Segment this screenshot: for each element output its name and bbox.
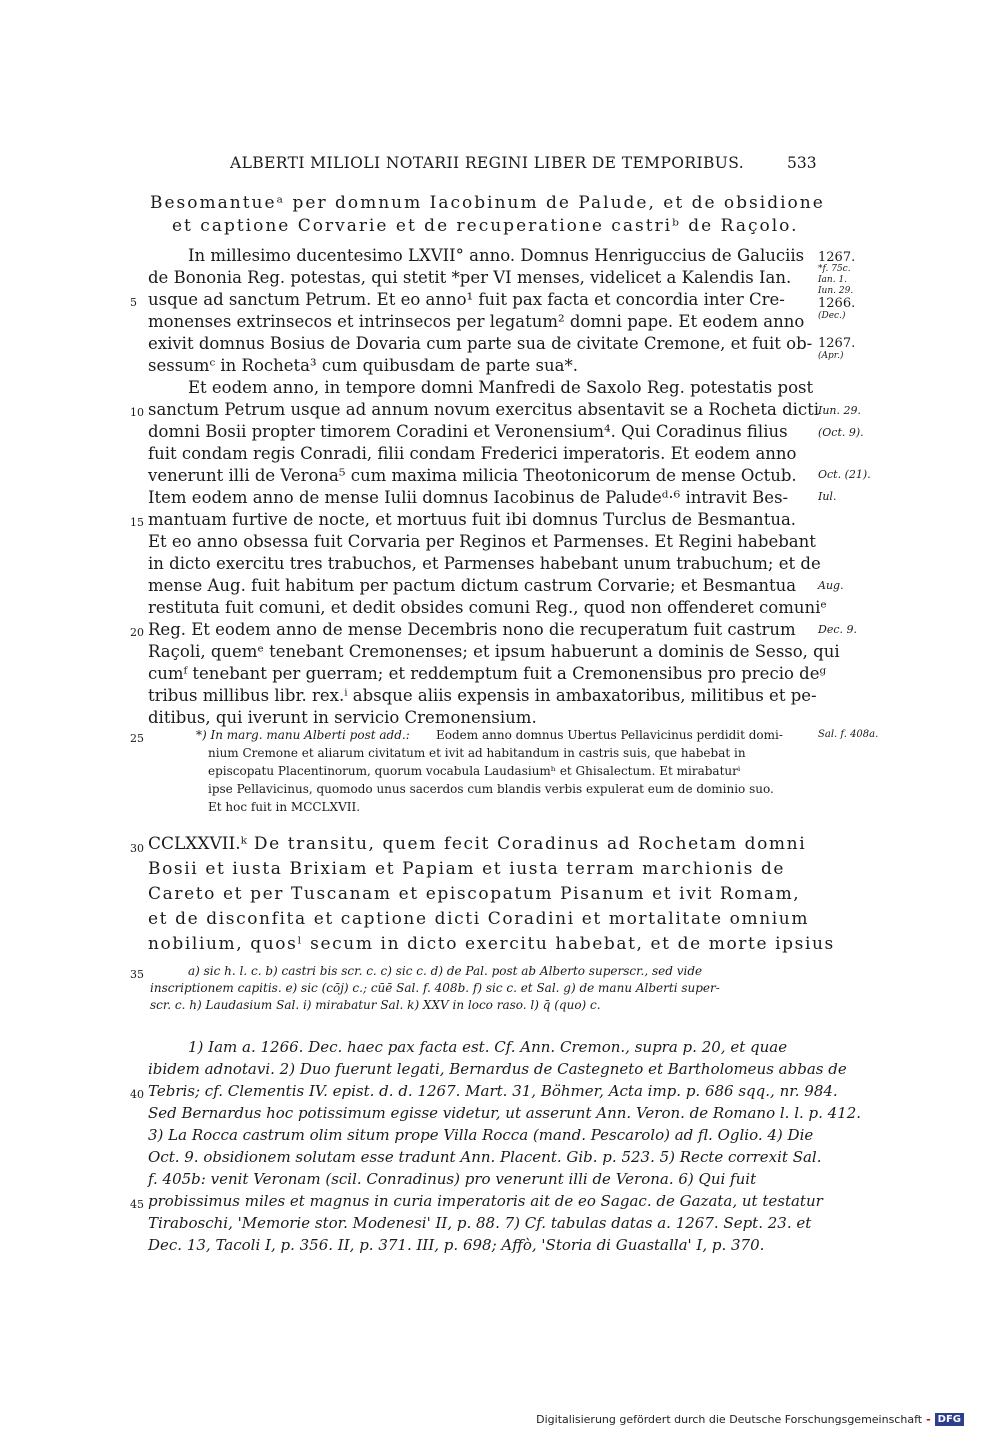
footnote-line: Oct. 9. obsidionem solutam esse tradunt Ann. Placent. Gib. p. 523. 5) Recte correxit Sal.: [148, 1148, 822, 1166]
chapter-title-line: et de disconfita et captione dicti Coradini et mortalitate omnium: [148, 909, 810, 929]
sidenote-year: 1266.: [818, 296, 856, 311]
sidenote: *f. 75c.: [818, 264, 851, 274]
annotation-lead: *) In marg. manu Alberti post add.:: [196, 728, 410, 742]
body-line: cumᶠ tenebant per guerram; et reddemptum fuit a Cremonensibus pro precio deᵍ: [148, 664, 827, 683]
sidenote: Ian. 1.: [818, 275, 848, 285]
line-number: 20: [130, 626, 144, 639]
annotation-line: nium Cremone et aliarum civitatum et ivit ad habitandum in castris suis, que habebat in: [208, 746, 746, 760]
body-line: mantuam furtive de nocte, et mortuus fuit ibi domnus Turclus de Besmantua.: [148, 510, 797, 529]
annotation-line: Eodem anno domnus Ubertus Pellavicinus perdidit domi-: [436, 728, 783, 742]
body-line: Et eodem anno, in tempore domni Manfredi de Saxolo Reg. potestatis post: [188, 378, 814, 397]
body-line: In millesimo ducentesimo LXVII° anno. Domnus Henriguccius de Galuciis: [188, 246, 805, 265]
line-number: 5: [130, 296, 137, 309]
footnote-line: 3) La Rocca castrum olim situm prope Villa Rocca (mand. Pescarolo) ad fl. Oglio. 4) Die: [148, 1126, 814, 1144]
body-line: sanctum Petrum usque ad annum novum exercitus absentavit se a Rocheta dicti: [148, 400, 820, 419]
line-number: 35: [130, 968, 144, 981]
sidenote: (Apr.): [818, 351, 844, 361]
sidenote: (Dec.): [818, 311, 846, 321]
sidenote: Dec. 9.: [818, 623, 857, 636]
sidenote: Iun. 29.: [818, 404, 862, 417]
footnote-line: Tebris; cf. Clementis IV. epist. d. d. 1267. Mart. 31, Böhmer, Acta imp. p. 686 sqq., nr. 984.: [148, 1082, 838, 1100]
body-line: Reg. Et eodem anno de mense Decembris nono die recuperatum fuit castrum: [148, 620, 796, 639]
section-heading-line-1: Besomantueᵃ per domnum Iacobinum de Palude, et de obsidione: [150, 193, 825, 213]
footnote-line: ibidem adnotavi. 2) Duo fuerunt legati, Bernardus de Castegneto et Bartholomeus abbas de: [148, 1060, 847, 1078]
sidenote: Oct. (21).: [818, 468, 871, 481]
body-line: exivit domnus Bosius de Dovaria cum parte sua de civitate Cremone, et fuit ob-: [148, 334, 813, 353]
line-number: 30: [130, 842, 144, 855]
line-number: 40: [130, 1088, 144, 1101]
body-line: monenses extrinsecos et intrinsecos per legatum² domni pape. Et eodem anno: [148, 312, 805, 331]
body-line: venerunt illi de Verona⁵ cum maxima milicia Theotonicorum de mense Octub.: [148, 466, 797, 485]
footnote-line: Sed Bernardus hoc potissimum egisse videtur, ut asserunt Ann. Veron. de Romano l. l. p. 412.: [148, 1104, 862, 1122]
dfg-logo-icon: DFG: [935, 1413, 964, 1426]
chapter-title-line: De transitu, quem fecit Coradinus ad Rochetam domni: [253, 834, 807, 854]
sidenote: Aug.: [818, 579, 844, 592]
chapter-title-line: nobilium, quosˡ secum in dicto exercitu habebat, et de morte ipsius: [148, 934, 835, 954]
chapter-number: CCLXXVII.ᵏ: [148, 834, 247, 854]
page-number: 533: [787, 154, 817, 172]
dash-separator: -: [926, 1413, 931, 1426]
credit-text: Digitalisierung gefördert durch die Deutsche Forschungsgemeinschaft: [536, 1413, 923, 1426]
footnote-line: Tiraboschi, 'Memorie stor. Modenesi' II, p. 88. 7) Cf. tabulas datas a. 1267. Sept. 23. et: [148, 1214, 812, 1232]
line-number: 25: [130, 732, 144, 745]
body-line: de Bononia Reg. potestas, qui stetit *per VI menses, videlicet a Kalendis Ian.: [148, 268, 792, 287]
footnote-line: Dec. 13, Tacoli I, p. 356. II, p. 371. III, p. 698; Affò, 'Storia di Guastalla' I, p. 370.: [148, 1236, 765, 1254]
body-line: usque ad sanctum Petrum. Et eo anno¹ fuit pax facta et concordia inter Cre-: [148, 290, 785, 309]
chapter-title-line: Careto et per Tuscanam et episcopatum Pisanum et ivit Romam,: [148, 884, 801, 904]
footnote-line: 1) Iam a. 1266. Dec. haec pax facta est. Cf. Ann. Cremon., supra p. 20, et quae: [188, 1038, 788, 1056]
annotation-line: ipse Pellavicinus, quomodo unus sacerdos cum blandis verbis expulerat eum de dominio suo.: [208, 782, 774, 796]
sidenote-year: 1267.: [818, 250, 856, 265]
sidenote: Iun. 29.: [818, 286, 854, 296]
line-number: 15: [130, 516, 144, 529]
line-number: 45: [130, 1198, 144, 1211]
running-header: ALBERTI MILIOLI NOTARII REGINI LIBER DE TEMPORIBUS.: [230, 154, 745, 172]
body-line: tribus millibus libr. rex.ⁱ absque aliis expensis in ambaxatoribus, militibus et pe-: [148, 686, 817, 705]
body-line: domni Bosii propter timorem Coradini et Veronensium⁴. Qui Coradinus filius: [148, 422, 788, 441]
annotation-line: episcopatu Placentinorum, quorum vocabula Laudasiumʰ et Ghisalectum. Et mirabaturⁱ: [208, 764, 741, 778]
body-line: in dicto exercitu tres trabuchos, et Parmenses habebant unum trabuchum; et de: [148, 554, 821, 573]
sidenote: Sal. f. 408a.: [818, 729, 879, 740]
digitization-credit: [536, 1413, 964, 1426]
body-line: ditibus, qui iverunt in servicio Cremonensium.: [148, 708, 537, 727]
annotation-line: Et hoc fuit in MCCLXVII.: [208, 800, 361, 814]
chapter-title-line: Bosii et iusta Brixiam et Papiam et iusta terram marchionis de: [148, 859, 786, 879]
sidenote: (Oct. 9).: [818, 426, 864, 439]
body-line: restituta fuit comuni, et dedit obsides comuni Reg., quod non offenderet comuniᵉ: [148, 598, 827, 617]
body-line: mense Aug. fuit habitum per pactum dictum castrum Corvarie; et Besmantua: [148, 576, 797, 595]
body-line: Item eodem anno de mense Iulii domnus Iacobinus de Paludeᵈ·⁶ intravit Bes-: [148, 488, 789, 507]
body-line: sessumᶜ in Rocheta³ cum quibusdam de parte sua*.: [148, 356, 578, 375]
critical-note-line: scr. c. h) Laudasium Sal. i) mirabatur Sal. k) XXV in loco raso. l) q̄ (quo) c.: [150, 998, 601, 1012]
body-line: Raçoli, quemᵉ tenebant Cremonenses; et ipsum habuerunt a dominis de Sesso, qui: [148, 642, 840, 661]
body-line: fuit condam regis Conradi, filii condam Frederici imperatoris. Et eodem anno: [148, 444, 797, 463]
footnote-line: probissimus miles et magnus in curia imperatoris ait de eo Sagac. de Gazata, ut testatur: [148, 1192, 823, 1210]
sidenote: Iul.: [818, 490, 837, 503]
critical-note-line: a) sic h. l. c. b) castri bis scr. c. c) sic c. d) de Pal. post ab Alberto superscr., sed vide: [188, 964, 703, 978]
footnote-line: f. 405b: venit Veronam (scil. Conradinus) pro venerunt illi de Verona. 6) Qui fuit: [148, 1170, 757, 1188]
body-line: Et eo anno obsessa fuit Corvaria per Reginos et Parmenses. Et Regini habebant: [148, 532, 816, 551]
critical-note-line: inscriptionem capitis. e) sic (cōj) c.; cūē Sal. f. 408b. f) sic c. et Sal. g) de manu Alberti super-: [150, 981, 720, 995]
line-number: 10: [130, 406, 144, 419]
section-heading-line-2: et captione Corvarie et de recuperatione castriᵇ de Raçolo.: [172, 216, 799, 236]
sidenote-year: 1267.: [818, 336, 856, 351]
